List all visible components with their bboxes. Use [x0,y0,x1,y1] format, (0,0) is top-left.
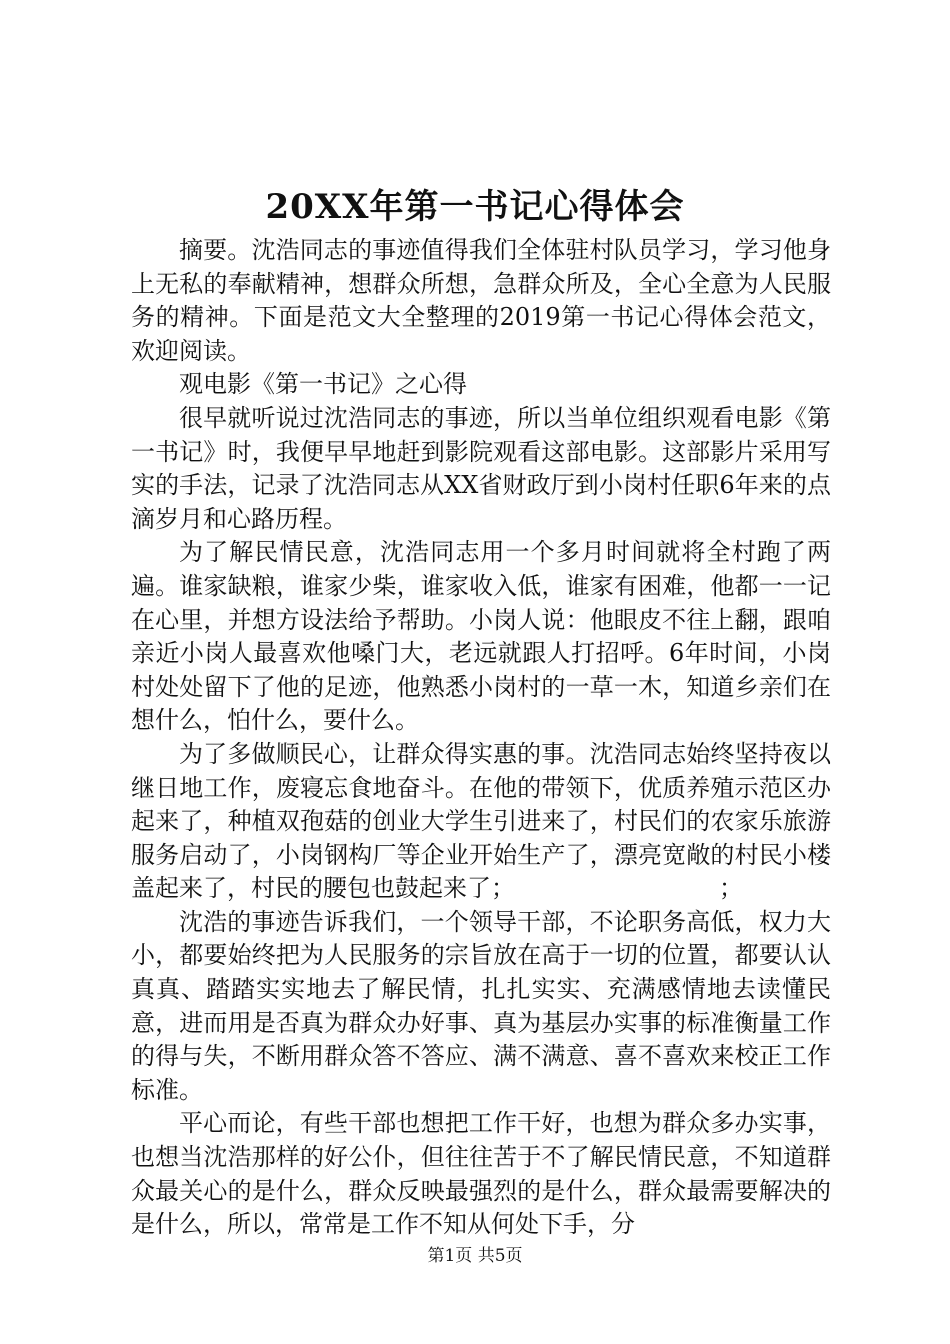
paragraph-subheading: 观电影《第一书记》之心得 [179,370,467,399]
paragraph-2: 为了解民情民意，沈浩同志用一个多月时间就将全村跑了两遍。谁家缺粮，谁家少柴，谁家收入低，谁家有困难，他都一一记在心里，并想方设法给予帮助。小岗人说：他眼皮不往上翻，跟咱亲近小岗人最喜欢他嗓门大，老远就跟人打招呼。6年时间，小岗村处处留下了他的足迹，他熟悉小岗村的一草一木，知道乡亲们在想什么，怕什么，要什么。 [131,538,831,735]
document-body [131,234,831,1242]
document-title: 20XX年第一书记心得体会 [265,187,685,227]
paragraph-3: 为了多做顺民心，让群众得实惠的事。沈浩同志始终坚持夜以继日地工作，废寝忘食地奋斗。在他的带领下，优质养殖示范区办起来了，种植双孢菇的创业大学生引进来了，村民们的农家乐旅游服务启动了，小岗钢构厂等企业开始生产了，漂亮宽敞的村民小楼盖起来了，村民的腰包也鼓起来了； ； [131,739,831,903]
paragraph-4: 沈浩的事迹告诉我们，一个领导干部，不论职务高低，权力大小，都要始终把为人民服务的宗旨放在高于一切的位置，都要认认真真、踏踏实实地去了解民情，扎扎实实、充满感情地去读懂民意，进而用是否真为群众办好事、真为基层办实事的标准衡量工作的得与失，不断用群众答不答应、满不满意、喜不喜欢来校正工作标准。 [131,907,831,1104]
paragraph-5: 平心而论，有些干部也想把工作干好，也想为群众多办实事，也想当沈浩那样的好公仆，但往往苦于不了解民情民意，不知道群众最关心的是什么，群众反映最强烈的是什么，群众最需要解决的是什么，所以，常常是工作不知从何处下手，分 [131,1109,831,1239]
paragraph-abstract: 摘要。沈浩同志的事迹值得我们全体驻村队员学习，学习他身上无私的奉献精神，想群众所想，急群众所及，全心全意为人民服务的精神。下面是范文大全整理的2019第一书记心得体会范文，欢迎阅读。 [131,236,831,365]
page-footer: 第1页 共5页 [427,1246,523,1266]
paragraph-1: 很早就听说过沈浩同志的事迹，所以当单位组织观看电影《第一书记》时，我便早早地赶到影院观看这部电影。这部影片采用写实的手法，记录了沈浩同志从XX省财政厅到小岗村任职6年来的点滴岁月和心路历程。 [131,403,831,533]
